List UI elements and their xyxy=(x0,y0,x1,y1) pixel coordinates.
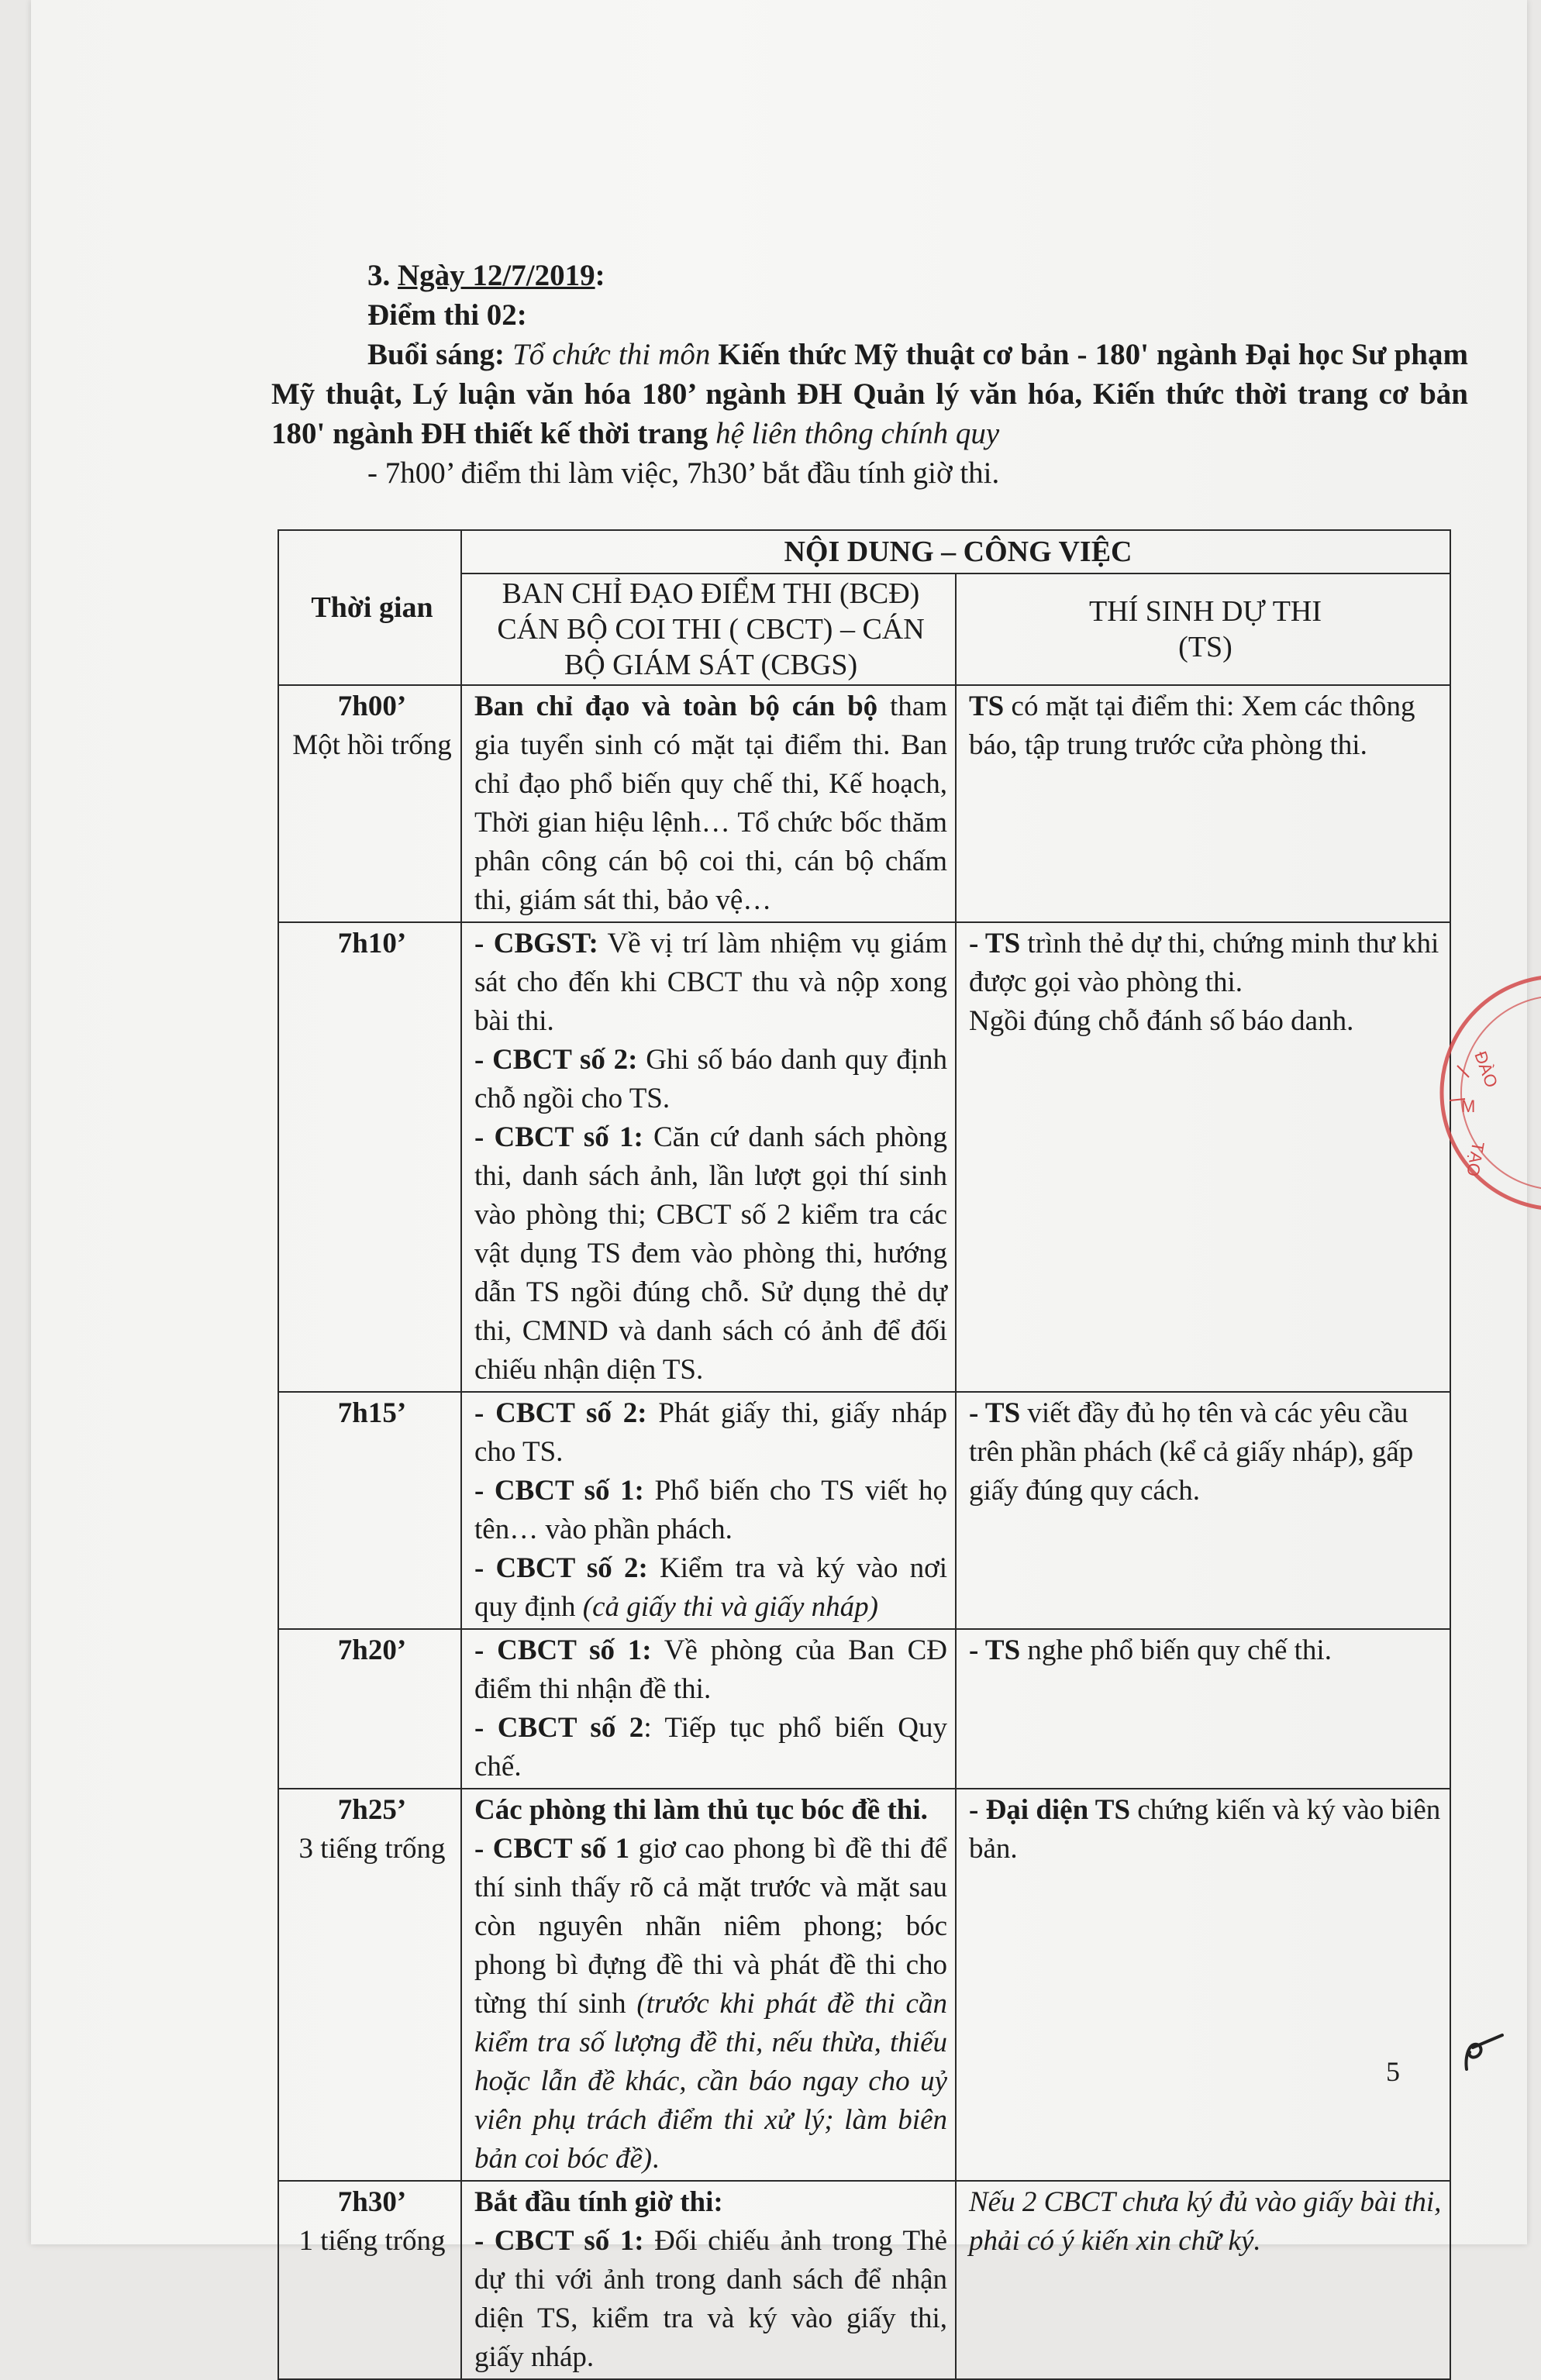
row-candidate-cell xyxy=(956,685,1450,922)
staff-text-b: - CBGST: xyxy=(474,928,598,959)
row-candidate-cell xyxy=(956,1392,1450,1629)
candidate-text-t: viết đầy đủ họ tên và các yêu cầu trên phần phách (kể cả giấy nháp), gấp giấy đúng quy cách. xyxy=(969,1397,1414,1507)
candidate-paragraph xyxy=(969,1791,1442,1869)
staff-text-b: - CBCT số 2: xyxy=(474,1044,638,1076)
header-staff xyxy=(461,573,956,685)
staff-text-b: - CBCT số 1: xyxy=(474,1475,644,1507)
header-candidate-line-1: THÍ SINH DỰ THI xyxy=(1088,595,1322,628)
staff-text-b: - CBCT số 1 xyxy=(474,1833,630,1865)
row-time: 7h00’ xyxy=(337,691,407,722)
candidate-text-t: Ngồi đúng chỗ đánh số báo danh. xyxy=(969,1005,1354,1037)
candidate-paragraph xyxy=(969,1394,1442,1510)
candidate-text-t: trình thẻ dự thi, chứng minh thư khi được gọi vào phòng thi. xyxy=(969,928,1439,998)
row-time-note: 1 tiếng trống xyxy=(298,2225,446,2257)
candidate-text-i: Nếu 2 CBCT chưa ký đủ vào giấy bài thi, phải có ý kiến xin chữ ký. xyxy=(969,2186,1442,2257)
intro-section xyxy=(271,256,1468,493)
staff-text-b: Các phòng thi làm thủ tục bóc đề thi. xyxy=(474,1794,928,1826)
candidate-paragraph xyxy=(969,687,1442,765)
table-row xyxy=(278,1392,1450,1629)
row-candidate-cell xyxy=(956,1629,1450,1789)
row-candidate-cell xyxy=(956,2181,1450,2379)
table-row xyxy=(278,2181,1450,2379)
staff-paragraph xyxy=(474,1631,947,1709)
row-time-note: Một hồi trống xyxy=(292,729,452,761)
document-page xyxy=(31,0,1527,2373)
row-time-cell xyxy=(278,1629,461,1789)
staff-text-t: Đối chiếu ảnh trong Thẻ dự thi với ảnh trong danh sách để nhận diện TS, kiểm tra và ký vào giấy thi, giấy nháp. xyxy=(474,2225,947,2373)
candidate-paragraph xyxy=(969,925,1442,1002)
row-time: 7h10’ xyxy=(337,928,407,959)
row-staff-cell xyxy=(461,2181,956,2379)
candidate-paragraph xyxy=(969,1631,1442,1670)
heading-date: Ngày 12/7/2019 xyxy=(398,259,595,292)
row-time: 7h25’ xyxy=(337,1794,407,1826)
header-time: Thời gian xyxy=(278,530,461,685)
row-time-cell xyxy=(278,685,461,922)
staff-text-b: Bắt đầu tính giờ thi: xyxy=(474,2186,723,2218)
staff-paragraph xyxy=(474,1472,947,1549)
candidate-text-b: - TS xyxy=(969,928,1021,959)
staff-text-t: Ghi số báo danh quy định chỗ ngồi cho TS. xyxy=(474,1044,947,1114)
staff-paragraph xyxy=(474,1041,947,1118)
staff-text-b: - CBCT số 2: xyxy=(474,1552,648,1584)
row-time-cell xyxy=(278,1789,461,2181)
staff-paragraph xyxy=(474,1394,947,1472)
candidate-text-t: chứng kiến và ký vào biên bản. xyxy=(969,1794,1441,1865)
staff-paragraph xyxy=(474,1549,947,1627)
session-subjects: Kiến thức Mỹ thuật cơ bản - 180' ngành Đại học Sư phạm Mỹ thuật, Lý luận văn hóa 180’ ngành ĐH Quản lý văn hóa, Kiến thức thời trang cơ bản 180' ngành ĐH thiết kế thời trang xyxy=(271,338,1468,450)
session-label: Buổi sáng: xyxy=(367,338,505,371)
row-candidate-cell xyxy=(956,922,1450,1392)
staff-paragraph xyxy=(474,1830,947,2179)
exam-site: Điểm thi 02: xyxy=(367,298,527,332)
staff-text-t: Phát giấy thi, giấy nháp cho TS. xyxy=(474,1397,947,1468)
section-heading xyxy=(367,256,1468,295)
staff-paragraph xyxy=(474,1791,947,1830)
row-time: 7h15’ xyxy=(337,1397,407,1429)
row-candidate-cell xyxy=(956,1789,1450,2181)
row-time: 7h20’ xyxy=(337,1634,407,1666)
row-staff-cell xyxy=(461,922,956,1392)
candidate-text-b: - TS xyxy=(969,1397,1021,1429)
header-candidate xyxy=(956,573,1450,685)
heading-number: 3. xyxy=(367,259,398,292)
table-row xyxy=(278,1629,1450,1789)
row-time: 7h30’ xyxy=(337,2186,407,2218)
staff-paragraph xyxy=(474,925,947,1041)
svg-text:ĐÀO: ĐÀO xyxy=(1470,1049,1502,1090)
row-time-cell xyxy=(278,1392,461,1629)
candidate-text-b: - TS xyxy=(969,1634,1021,1666)
header-staff-line-1: BAN CHỈ ĐẠO ĐIỂM THI (BCĐ) xyxy=(502,577,920,610)
candidate-paragraph xyxy=(969,1002,1442,1041)
session-text-2: hệ liên thông chính quy xyxy=(708,417,1000,450)
staff-text-t: Về phòng của Ban CĐ điểm thi nhận đề thi. xyxy=(474,1634,947,1705)
staff-paragraph xyxy=(474,2183,947,2222)
session-text-1: Tổ chức thi môn xyxy=(505,338,719,371)
row-staff-cell xyxy=(461,1629,956,1789)
row-staff-cell xyxy=(461,1789,956,2181)
staff-text-t: giơ cao phong bì đề thi để thí sinh thấy rõ cả mặt trước và mặt sau còn nguyên nhãn niêm phong; bóc phong bì đựng đề thi và phát đề thi cho từng thí sinh xyxy=(474,1833,948,2020)
initial-signature xyxy=(1457,2030,1512,2077)
staff-text-t: tham gia tuyển sinh có mặt tại điểm thi. Ban chỉ đạo phổ biến quy chế thi, Kế hoạch, Thời gian hiệu lệnh… Tổ chức bốc thăm phân công cán bộ coi thi, cán bộ chấm thi, giám sát thi, bảo vệ… xyxy=(474,691,947,916)
staff-text-b: - CBCT số 1: xyxy=(474,1121,643,1153)
staff-text-t: Kiểm tra và ký vào nơi quy định xyxy=(474,1552,947,1623)
page-number: 5 xyxy=(1386,2056,1400,2087)
svg-text:TẠO: TẠO xyxy=(1463,1140,1488,1179)
row-time-cell xyxy=(278,922,461,1392)
candidate-text-t: có mặt tại điểm thi: Xem các thông báo, tập trung trước cửa phòng thi. xyxy=(969,691,1415,761)
table-row xyxy=(278,685,1450,922)
staff-text-i: (cả giấy thi và giấy nháp) xyxy=(582,1591,878,1623)
staff-text-b: - CBCT số 1: xyxy=(474,2225,644,2257)
staff-paragraph xyxy=(474,2222,947,2377)
row-time-note: 3 tiếng trống xyxy=(298,1833,446,1865)
staff-text-t: : Tiếp tục phổ biến Quy chế. xyxy=(474,1712,947,1782)
staff-text-t: Phổ biến cho TS viết họ tên… vào phần phách. xyxy=(474,1475,948,1545)
row-staff-cell xyxy=(461,1392,956,1629)
svg-text:M: M xyxy=(1461,1097,1476,1116)
staff-text-t: Căn cứ danh sách phòng thi, danh sách ảnh, lần lượt gọi thí sinh vào phòng thi; CBCT số 2 kiểm tra các vật dụng TS đem vào phòng thi, hướng dẫn TS ngồi đúng chỗ. Sử dụng thẻ dự thi, CMND và danh sách có ảnh để đối chiếu nhận diện TS. xyxy=(474,1121,947,1386)
session-paragraph xyxy=(271,335,1468,453)
table-row xyxy=(278,1789,1450,2181)
row-time-cell xyxy=(278,2181,461,2379)
staff-paragraph xyxy=(474,1118,947,1390)
table-row xyxy=(278,922,1450,1392)
candidate-paragraph xyxy=(969,2183,1442,2261)
header-staff-line-2: CÁN BỘ COI THI ( CBCT) – CÁN BỘ GIÁM SÁT (CBGS) xyxy=(497,613,925,681)
staff-text-b: - CBCT số 1: xyxy=(474,1634,652,1666)
candidate-text-b: - Đại diện TS xyxy=(969,1794,1131,1826)
candidate-text-t: nghe phổ biến quy chế thi. xyxy=(1020,1634,1332,1666)
schedule-table xyxy=(278,529,1451,2380)
staff-text-b: Ban chỉ đạo và toàn bộ cán bộ xyxy=(474,691,878,722)
header-content: NỘI DUNG – CÔNG VIỆC xyxy=(461,530,1450,573)
session-note: - 7h00’ điểm thi làm việc, 7h30’ bắt đầu tính giờ thi. xyxy=(367,456,1000,490)
header-candidate-line-2: (TS) xyxy=(1178,631,1232,663)
staff-text-t2: . xyxy=(652,2143,660,2175)
candidate-text-b: TS xyxy=(969,691,1005,722)
staff-text-b: - CBCT số 2: xyxy=(474,1397,647,1429)
red-seal-stamp xyxy=(1426,961,1541,1224)
row-staff-cell xyxy=(461,685,956,922)
heading-colon: : xyxy=(595,259,605,292)
staff-text-i: (trước khi phát đề thi cần kiểm tra số lượng đề thi, nếu thừa, thiếu hoặc lẫn đề khác, cần báo ngay cho uỷ viên phụ trách điểm thi xử lý; làm biên bản coi bóc đề) xyxy=(474,1988,947,2175)
staff-text-b: - CBCT số 2 xyxy=(474,1712,644,1744)
staff-paragraph xyxy=(474,687,947,920)
staff-paragraph xyxy=(474,1709,947,1786)
staff-text-t: Về vị trí làm nhiệm vụ giám sát cho đến khi CBCT thu và nộp xong bài thi. xyxy=(474,928,947,1037)
